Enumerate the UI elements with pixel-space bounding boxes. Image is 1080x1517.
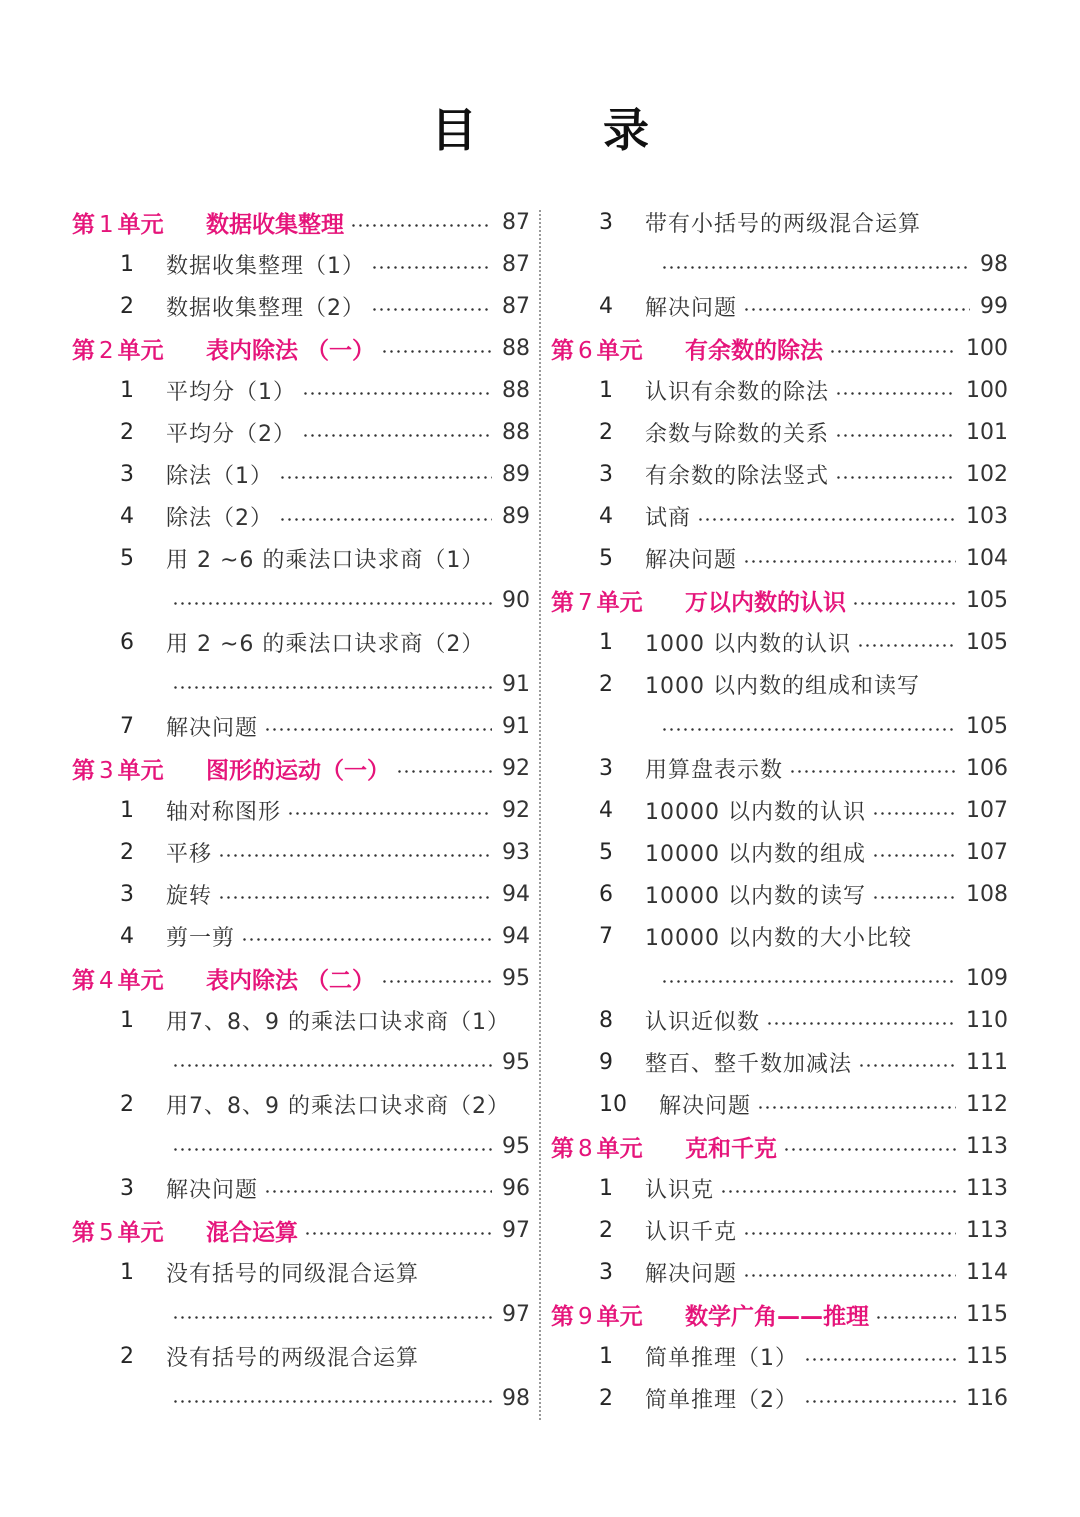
- page-number: 95: [502, 965, 530, 991]
- dot-leader: [875, 1315, 956, 1319]
- toc-entry[interactable]: [551, 621, 1008, 663]
- entry-number: 2: [120, 1343, 134, 1369]
- toc-entry[interactable]: [72, 453, 530, 495]
- dot-leader: [279, 475, 492, 479]
- dot-leader: [789, 769, 956, 773]
- toc-unit-heading[interactable]: [72, 327, 530, 369]
- page-number: 91: [502, 713, 530, 739]
- toc-entry[interactable]: [72, 285, 530, 327]
- page-number: 115: [966, 1343, 1008, 1369]
- unit-title: 万以内数的认识: [685, 589, 846, 616]
- dot-leader: [858, 1063, 956, 1067]
- toc-entry[interactable]: [72, 789, 530, 831]
- unit-label-prefix: 第: [72, 211, 95, 238]
- entry-number: 1: [120, 797, 134, 823]
- dot-leader: [172, 1147, 492, 1151]
- toc-unit-heading[interactable]: [72, 1209, 530, 1251]
- toc-entry-continuation[interactable]: [551, 705, 1008, 747]
- unit-number: 2: [99, 337, 114, 364]
- unit-label-prefix: 第: [72, 967, 95, 994]
- toc-entry[interactable]: [72, 411, 530, 453]
- page-number: 92: [502, 755, 530, 781]
- dot-leader: [872, 895, 956, 899]
- page-number: 91: [502, 671, 530, 697]
- entry-title: 10000 以内数的读写: [645, 883, 866, 909]
- unit-title: 表内除法 （二）: [206, 967, 376, 994]
- entry-title: 没有括号的两级混合运算: [166, 1345, 420, 1371]
- dot-leader: [829, 349, 956, 353]
- toc-entry[interactable]: [551, 1377, 1008, 1419]
- page-number: 89: [502, 461, 530, 487]
- dot-leader: [172, 601, 492, 605]
- dot-leader: [766, 1021, 956, 1025]
- page-number: 88: [502, 335, 530, 361]
- unit-label-prefix: 第: [72, 757, 95, 784]
- entry-number: 3: [599, 209, 613, 235]
- toc-entry[interactable]: [551, 201, 1008, 243]
- toc-entry[interactable]: [551, 369, 1008, 411]
- dot-leader: [697, 517, 956, 521]
- toc-entry[interactable]: [551, 1083, 1008, 1125]
- entry-number: 3: [599, 1259, 613, 1285]
- toc-entry[interactable]: [72, 915, 530, 957]
- page-number: 87: [502, 209, 530, 235]
- dot-leader: [835, 475, 956, 479]
- entry-title: 试商: [645, 505, 692, 531]
- entry-number: 2: [120, 1091, 134, 1117]
- entry-title: 没有括号的同级混合运算: [166, 1261, 420, 1287]
- dot-leader: [264, 727, 492, 731]
- unit-title: 克和千克: [685, 1135, 777, 1162]
- dot-leader: [396, 769, 492, 773]
- entry-title: 10000 以内数的认识: [645, 799, 866, 825]
- dot-leader: [743, 1231, 956, 1235]
- entry-title: 认识克: [645, 1177, 715, 1203]
- entry-title: 简单推理（2）: [645, 1387, 798, 1413]
- entry-number: 4: [599, 797, 613, 823]
- entry-number: 1: [599, 1343, 613, 1369]
- entry-title: 认识千克: [645, 1219, 738, 1245]
- unit-number: 7: [578, 589, 593, 616]
- page-number: 95: [502, 1133, 530, 1159]
- toc-right-column: [551, 201, 1008, 1419]
- entry-title: 平移: [166, 841, 213, 867]
- entry-title: 平均分（2）: [166, 421, 296, 447]
- entry-number: 1: [120, 1259, 134, 1285]
- entry-number: 1: [599, 1175, 613, 1201]
- toc-entry[interactable]: [72, 999, 530, 1041]
- page-number: 105: [966, 629, 1008, 655]
- unit-title: 表内除法 （一）: [206, 337, 376, 364]
- unit-label: [72, 206, 206, 239]
- unit-number: 9: [578, 1303, 593, 1330]
- entry-number: 3: [599, 755, 613, 781]
- toc-entry-continuation[interactable]: [72, 1041, 530, 1083]
- toc-entry[interactable]: [551, 453, 1008, 495]
- page-number: 89: [502, 503, 530, 529]
- toc-entry[interactable]: [551, 285, 1008, 327]
- toc-entry[interactable]: [551, 411, 1008, 453]
- dot-leader: [661, 727, 956, 731]
- dot-leader: [857, 643, 956, 647]
- toc-entry[interactable]: [551, 663, 1008, 705]
- entry-number: 2: [599, 1217, 613, 1243]
- dot-leader: [757, 1105, 956, 1109]
- toc-entry[interactable]: [551, 747, 1008, 789]
- unit-label-suffix: 单元: [117, 757, 164, 784]
- entry-number: 3: [120, 1175, 134, 1201]
- entry-number: 6: [599, 881, 613, 907]
- unit-number: 8: [578, 1135, 593, 1162]
- page-number: 97: [502, 1301, 530, 1327]
- entry-title: 旋转: [166, 883, 213, 909]
- dot-leader: [872, 853, 956, 857]
- page-number: 92: [502, 797, 530, 823]
- dot-leader: [304, 1231, 492, 1235]
- entry-title: 10000 以内数的大小比较: [645, 925, 912, 951]
- page-number: 100: [966, 377, 1008, 403]
- unit-label: [72, 332, 206, 365]
- unit-number: 6: [578, 337, 593, 364]
- page-number: 95: [502, 1049, 530, 1075]
- page-number: 88: [502, 419, 530, 445]
- toc-unit-heading[interactable]: [72, 747, 530, 789]
- page-number: 90: [502, 587, 530, 613]
- toc-entry[interactable]: [72, 537, 530, 579]
- dot-leader: [287, 811, 492, 815]
- entry-number: 5: [599, 839, 613, 865]
- toc-entry[interactable]: [72, 1083, 530, 1125]
- entry-number: 4: [599, 293, 613, 319]
- unit-title: 混合运算: [206, 1219, 298, 1246]
- page-number: 105: [966, 587, 1008, 613]
- entry-title: 解决问题: [166, 715, 259, 741]
- toc-entry[interactable]: [551, 537, 1008, 579]
- page-number: 88: [502, 377, 530, 403]
- dot-leader: [241, 937, 492, 941]
- entry-title: 数据收集整理（2）: [166, 295, 365, 321]
- page-number: 94: [502, 881, 530, 907]
- entry-title: 余数与除数的关系: [645, 421, 830, 447]
- dot-leader: [872, 811, 956, 815]
- page-number: 93: [502, 839, 530, 865]
- unit-label-suffix: 单元: [117, 337, 164, 364]
- toc-entry[interactable]: [72, 705, 530, 747]
- unit-title: 有余数的除法: [685, 337, 823, 364]
- dot-leader: [302, 433, 492, 437]
- toc-entry[interactable]: [551, 1251, 1008, 1293]
- dot-leader: [172, 1063, 492, 1067]
- dot-leader: [720, 1189, 956, 1193]
- page-number: 105: [966, 713, 1008, 739]
- dot-leader: [371, 307, 492, 311]
- dot-leader: [172, 1399, 492, 1403]
- dot-leader: [743, 307, 970, 311]
- dot-leader: [350, 223, 492, 227]
- entry-title: 用7、8、9 的乘法口诀求商（1）: [166, 1009, 510, 1035]
- entry-number: 3: [120, 881, 134, 907]
- toc-entry[interactable]: [72, 831, 530, 873]
- page-number: 98: [980, 251, 1008, 277]
- entry-number: 4: [120, 503, 134, 529]
- toc-entry[interactable]: [72, 873, 530, 915]
- toc-unit-heading[interactable]: [72, 201, 530, 243]
- entry-title: 简单推理（1）: [645, 1345, 798, 1371]
- unit-number: 1: [99, 211, 114, 238]
- page-number: 87: [502, 251, 530, 277]
- toc-entry[interactable]: [551, 831, 1008, 873]
- toc-entry-continuation[interactable]: [551, 243, 1008, 285]
- toc-entry[interactable]: [551, 1041, 1008, 1083]
- toc-entry-continuation[interactable]: [72, 1125, 530, 1167]
- entry-title: 1000 以内数的组成和读写: [645, 673, 920, 699]
- entry-number: 3: [599, 461, 613, 487]
- page-number: 113: [966, 1217, 1008, 1243]
- dot-leader: [279, 517, 492, 521]
- unit-number: 5: [99, 1219, 114, 1246]
- toc-entry-continuation[interactable]: [72, 1293, 530, 1335]
- entry-number: 4: [120, 923, 134, 949]
- entry-number: 7: [120, 713, 134, 739]
- entry-title: 认识有余数的除法: [645, 379, 830, 405]
- unit-label-suffix: 单元: [117, 211, 164, 238]
- toc-entry[interactable]: [72, 621, 530, 663]
- page-title: 目 录: [431, 103, 689, 157]
- dot-leader: [804, 1357, 956, 1361]
- page-number: 114: [966, 1259, 1008, 1285]
- page-number: 101: [966, 419, 1008, 445]
- unit-title: 图形的运动（一）: [206, 757, 390, 784]
- entry-number: 5: [120, 545, 134, 571]
- unit-number: 3: [99, 757, 114, 784]
- dot-leader: [381, 349, 492, 353]
- dot-leader: [264, 1189, 492, 1193]
- page-number: 98: [502, 1385, 530, 1411]
- dot-leader: [835, 391, 956, 395]
- entry-title: 10000 以内数的组成: [645, 841, 866, 867]
- toc-left-column: [72, 201, 530, 1419]
- toc-unit-heading[interactable]: [551, 327, 1008, 369]
- entry-number: 2: [120, 839, 134, 865]
- dot-leader: [743, 1273, 956, 1277]
- dot-leader: [218, 853, 492, 857]
- toc-entry[interactable]: [551, 915, 1008, 957]
- unit-label: [551, 332, 685, 365]
- entry-title: 平均分（1）: [166, 379, 296, 405]
- column-divider: [539, 210, 541, 1420]
- page-number: 112: [966, 1091, 1008, 1117]
- page-number: 116: [966, 1385, 1008, 1411]
- toc-entry-continuation[interactable]: [72, 1377, 530, 1419]
- toc-entry[interactable]: [72, 369, 530, 411]
- entry-number: 9: [599, 1049, 613, 1075]
- page-number: 113: [966, 1175, 1008, 1201]
- dot-leader: [852, 601, 956, 605]
- unit-title: 数据收集整理: [206, 211, 344, 238]
- unit-label-suffix: 单元: [596, 1135, 643, 1162]
- page-number: 108: [966, 881, 1008, 907]
- page-number: 94: [502, 923, 530, 949]
- page-number: 107: [966, 797, 1008, 823]
- dot-leader: [783, 1147, 956, 1151]
- entry-number: 1: [120, 377, 134, 403]
- entry-number: 1: [120, 1007, 134, 1033]
- entry-title: 用算盘表示数: [645, 757, 784, 783]
- entry-number: 2: [120, 293, 134, 319]
- entry-title: 解决问题: [645, 547, 738, 573]
- toc-unit-heading[interactable]: [551, 579, 1008, 621]
- entry-number: 6: [120, 629, 134, 655]
- unit-label-suffix: 单元: [117, 1219, 164, 1246]
- toc-entry[interactable]: [551, 495, 1008, 537]
- page-number: 100: [966, 335, 1008, 361]
- dot-leader: [661, 979, 956, 983]
- toc-entry-continuation[interactable]: [72, 663, 530, 705]
- unit-label: [72, 1214, 206, 1247]
- toc-entry-continuation[interactable]: [551, 957, 1008, 999]
- entry-number: 2: [599, 419, 613, 445]
- page-number: 97: [502, 1217, 530, 1243]
- page-number: 115: [966, 1301, 1008, 1327]
- entry-title: 轴对称图形: [166, 799, 282, 825]
- dot-leader: [743, 559, 956, 563]
- entry-title: 用 2 ~6 的乘法口诀求商（2）: [166, 631, 485, 657]
- page-number: 109: [966, 965, 1008, 991]
- unit-number: 4: [99, 967, 114, 994]
- entry-number: 4: [599, 503, 613, 529]
- dot-leader: [804, 1399, 956, 1403]
- page-number: 106: [966, 755, 1008, 781]
- page-number: 103: [966, 503, 1008, 529]
- entry-number: 8: [599, 1007, 613, 1033]
- entry-title: 整百、整千数加减法: [645, 1051, 853, 1077]
- entry-number: 5: [599, 545, 613, 571]
- toc-entry[interactable]: [72, 1335, 530, 1377]
- unit-label-suffix: 单元: [596, 589, 643, 616]
- unit-label-prefix: 第: [551, 1303, 574, 1330]
- page-number: 102: [966, 461, 1008, 487]
- toc-entry[interactable]: [72, 243, 530, 285]
- entry-title: 1000 以内数的认识: [645, 631, 851, 657]
- entry-title: 用7、8、9 的乘法口诀求商（2）: [166, 1093, 510, 1119]
- toc-entry[interactable]: [551, 789, 1008, 831]
- page-number: 107: [966, 839, 1008, 865]
- toc-unit-heading[interactable]: [72, 957, 530, 999]
- unit-label-suffix: 单元: [596, 337, 643, 364]
- unit-title: 数学广角——推理: [685, 1303, 869, 1330]
- dot-leader: [172, 1315, 492, 1319]
- entry-title: 解决问题: [645, 295, 738, 321]
- toc-unit-heading[interactable]: [551, 1125, 1008, 1167]
- page-number: 99: [980, 293, 1008, 319]
- unit-label: [72, 752, 206, 785]
- toc-unit-heading[interactable]: [551, 1293, 1008, 1335]
- entry-number: 1: [120, 251, 134, 277]
- entry-title: 解决问题: [166, 1177, 259, 1203]
- dot-leader: [661, 265, 970, 269]
- toc-entry[interactable]: [551, 873, 1008, 915]
- unit-label-prefix: 第: [551, 1135, 574, 1162]
- entry-number: 1: [599, 629, 613, 655]
- entry-title: 带有小括号的两级混合运算: [645, 211, 922, 237]
- dot-leader: [172, 685, 492, 689]
- page-number: 111: [966, 1049, 1008, 1075]
- entry-number: 2: [120, 419, 134, 445]
- unit-label: [551, 584, 685, 617]
- toc-entry[interactable]: [551, 1209, 1008, 1251]
- unit-label-prefix: 第: [551, 337, 574, 364]
- entry-title: 用 2 ~6 的乘法口诀求商（1）: [166, 547, 485, 573]
- unit-label: [551, 1130, 685, 1163]
- toc-entry[interactable]: [72, 495, 530, 537]
- entry-title: 剪一剪: [166, 925, 236, 951]
- dot-leader: [218, 895, 492, 899]
- entry-number: 2: [599, 1385, 613, 1411]
- entry-title: 有余数的除法竖式: [645, 463, 830, 489]
- unit-label: [72, 962, 206, 995]
- entry-number: 2: [599, 671, 613, 697]
- unit-label: [551, 1298, 685, 1331]
- toc-entry[interactable]: [72, 1251, 530, 1293]
- entry-number: 1: [599, 377, 613, 403]
- unit-label-suffix: 单元: [596, 1303, 643, 1330]
- dot-leader: [835, 433, 956, 437]
- page-number: 113: [966, 1133, 1008, 1159]
- page-number: 110: [966, 1007, 1008, 1033]
- toc-entry[interactable]: [551, 1335, 1008, 1377]
- unit-label-prefix: 第: [72, 337, 95, 364]
- entry-title: 除法（2）: [166, 505, 273, 531]
- entry-number: 3: [120, 461, 134, 487]
- toc-entry[interactable]: [72, 1167, 530, 1209]
- entry-number: 10: [599, 1091, 627, 1117]
- toc-entry[interactable]: [551, 999, 1008, 1041]
- unit-label-suffix: 单元: [117, 967, 164, 994]
- entry-title: 解决问题: [645, 1261, 738, 1287]
- entry-title: 认识近似数: [645, 1009, 761, 1035]
- unit-label-prefix: 第: [72, 1219, 95, 1246]
- page-number: 104: [966, 545, 1008, 571]
- unit-label-prefix: 第: [551, 589, 574, 616]
- entry-title: 解决问题: [659, 1093, 752, 1119]
- toc-entry[interactable]: [551, 1167, 1008, 1209]
- page-number: 96: [502, 1175, 530, 1201]
- entry-title: 数据收集整理（1）: [166, 253, 365, 279]
- entry-number: 7: [599, 923, 613, 949]
- toc-entry-continuation[interactable]: [72, 579, 530, 621]
- entry-title: 除法（1）: [166, 463, 273, 489]
- page-number: 87: [502, 293, 530, 319]
- dot-leader: [302, 391, 492, 395]
- dot-leader: [381, 979, 492, 983]
- dot-leader: [371, 265, 492, 269]
